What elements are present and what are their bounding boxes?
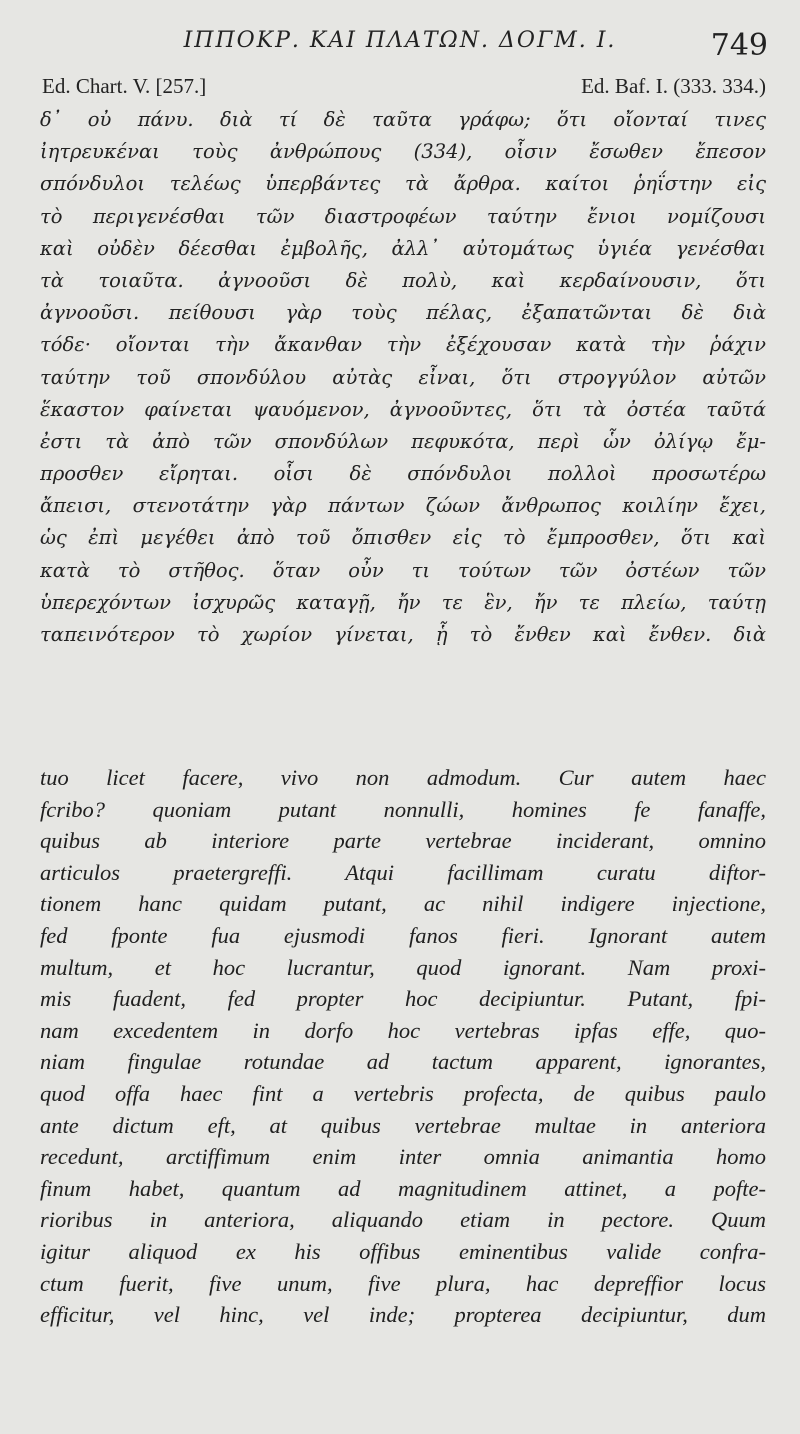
latin-line: quod offa haec fint a vertebris profecta, de quibus paulo (40, 1080, 766, 1106)
latin-line: rioribus in anteriora, aliquando etiam in pectore. Quum (40, 1207, 766, 1233)
edition-reference-left: Ed. Chart. V. [257.] (42, 74, 207, 98)
greek-line: δ᾽ οὐ πάνυ. διὰ τί δὲ ταῦτα γράφω; ὅτι οἴονταί τινες (40, 108, 766, 131)
greek-line: ἰητρευκέναι τοὺς ἀνθρώπους (334), οἷσιν ἔσωθεν ἔπεσον (40, 140, 766, 164)
latin-line: ante dictum eft, at quibus vertebrae multae in anteriora (40, 1112, 766, 1138)
latin-line: ctum fuerit, five unum, five plura, hac depreffior locus (40, 1270, 766, 1296)
greek-line: ἄπεισι, στενοτάτην γὰρ πάντων ζώων ἄνθρωπος κοιλίην ἔχει, (40, 494, 766, 518)
latin-line: recedunt, arctiffimum enim inter omnia animantia homo (40, 1144, 766, 1170)
latin-line: finum habet, quantum ad magnitudinem attinet, a pofte- (40, 1175, 766, 1201)
greek-line: τόδε· οἴονται τὴν ἄκανθαν τὴν ἐξέχουσαν κατὰ τὴν ῥάχιν (40, 333, 766, 357)
greek-line: καὶ οὐδὲν δέεσθαι ἐμβολῆς, ἀλλ᾽ αὐτομάτως ὑγιέα γενέσθαι (40, 236, 766, 260)
greek-line: τὸ περιγενέσθαι τῶν διαστροφέων ταύτην ἔνιοι νομίζουσι (40, 204, 766, 228)
running-head: ΙΠΠΟΚΡ. ΚΑΙ ΠΛΑΤΩΝ. ΔΟΓΜ. Ι. (183, 28, 617, 53)
latin-line: multum, et hoc lucrantur, quod ignorant. Nam proxi- (40, 954, 766, 980)
edition-reference-right: Ed. Baf. I. (333. 334.) (581, 74, 766, 98)
latin-line: fcribo? quoniam putant nonnulli, homines fe fanaffe, (40, 796, 766, 822)
latin-line: niam fingulae rotundae ad tactum apparent, ignorantes, (40, 1049, 766, 1075)
latin-line: quibus ab interiore parte vertebrae inciderant, omnino (40, 828, 766, 854)
greek-line: ἕκαστον φαίνεται ψαυόμενον, ἀγνοοῦντες, ὅτι τὰ ὀστέα ταῦτά (40, 397, 766, 421)
latin-line: nam excedentem in dorfo hoc vertebras ipfas effe, quo- (40, 1017, 766, 1043)
latin-text-block (40, 762, 766, 1331)
greek-line: ταπεινότερον τὸ χωρίον γίνεται, ᾗ τὸ ἔνθεν καὶ ἔνθεν. διὰ (40, 623, 766, 646)
greek-line: προσθεν εἴρηται. οἷσι δὲ σπόνδυλοι πολλοὶ προσωτέρω (40, 462, 766, 486)
greek-line: ὡς ἐπὶ μεγέθει ἀπὸ τοῦ ὄπισθεν εἰς τὸ ἔμπροσθεν, ὅτι καὶ (40, 526, 766, 550)
greek-line: κατὰ τὸ στῆθος. ὅταν οὖν τι τούτων τῶν ὀστέων τῶν (40, 558, 766, 582)
greek-line: ἀγνοοῦσι. πείθουσι γὰρ τοὺς πέλας, ἐξαπατῶνται δὲ διὰ (40, 301, 766, 325)
latin-line: articulos praetergreffi. Atqui facillimam curatu diftor- (40, 859, 766, 885)
latin-line: tionem hanc quidam putant, ac nihil indigere injectione, (40, 891, 766, 917)
greek-line: ταύτην τοῦ σπονδύλου αὐτὰς εἶναι, ὅτι στρογγύλον αὐτῶν (40, 365, 766, 389)
latin-line: efficitur, vel hinc, vel inde; propterea decipiuntur, dum (40, 1302, 766, 1328)
greek-text-block (40, 104, 766, 651)
greek-line: ὑπερεχόντων ἰσχυρῶς καταγῇ, ἤν τε ἓν, ἤν τε πλείω, ταύτῃ (40, 590, 766, 614)
page-number: 749 (710, 28, 768, 63)
latin-line: fed fponte fua ejusmodi fanos fieri. Ignorant autem (40, 922, 766, 948)
greek-line: ἐστι τὰ ἀπὸ τῶν σπονδύλων πεφυκότα, περὶ ὧν ὀλίγῳ ἔμ- (40, 429, 766, 453)
latin-line: mis fuadent, fed propter hoc decipiuntur. Putant, fpi- (40, 986, 766, 1012)
latin-line: tuo licet facere, vivo non admodum. Cur autem haec (40, 765, 766, 790)
latin-line: igitur aliquod ex his offibus eminentibus valide confra- (40, 1238, 766, 1264)
greek-line: τὰ τοιαῦτα. ἀγνοοῦσι δὲ πολὺ, καὶ κερδαίνουσιν, ὅτι (40, 268, 766, 292)
greek-line: σπόνδυλοι τελέως ὑπερβάντες τὰ ἄρθρα. καίτοι ῥηΐστην εἰς (40, 172, 766, 196)
